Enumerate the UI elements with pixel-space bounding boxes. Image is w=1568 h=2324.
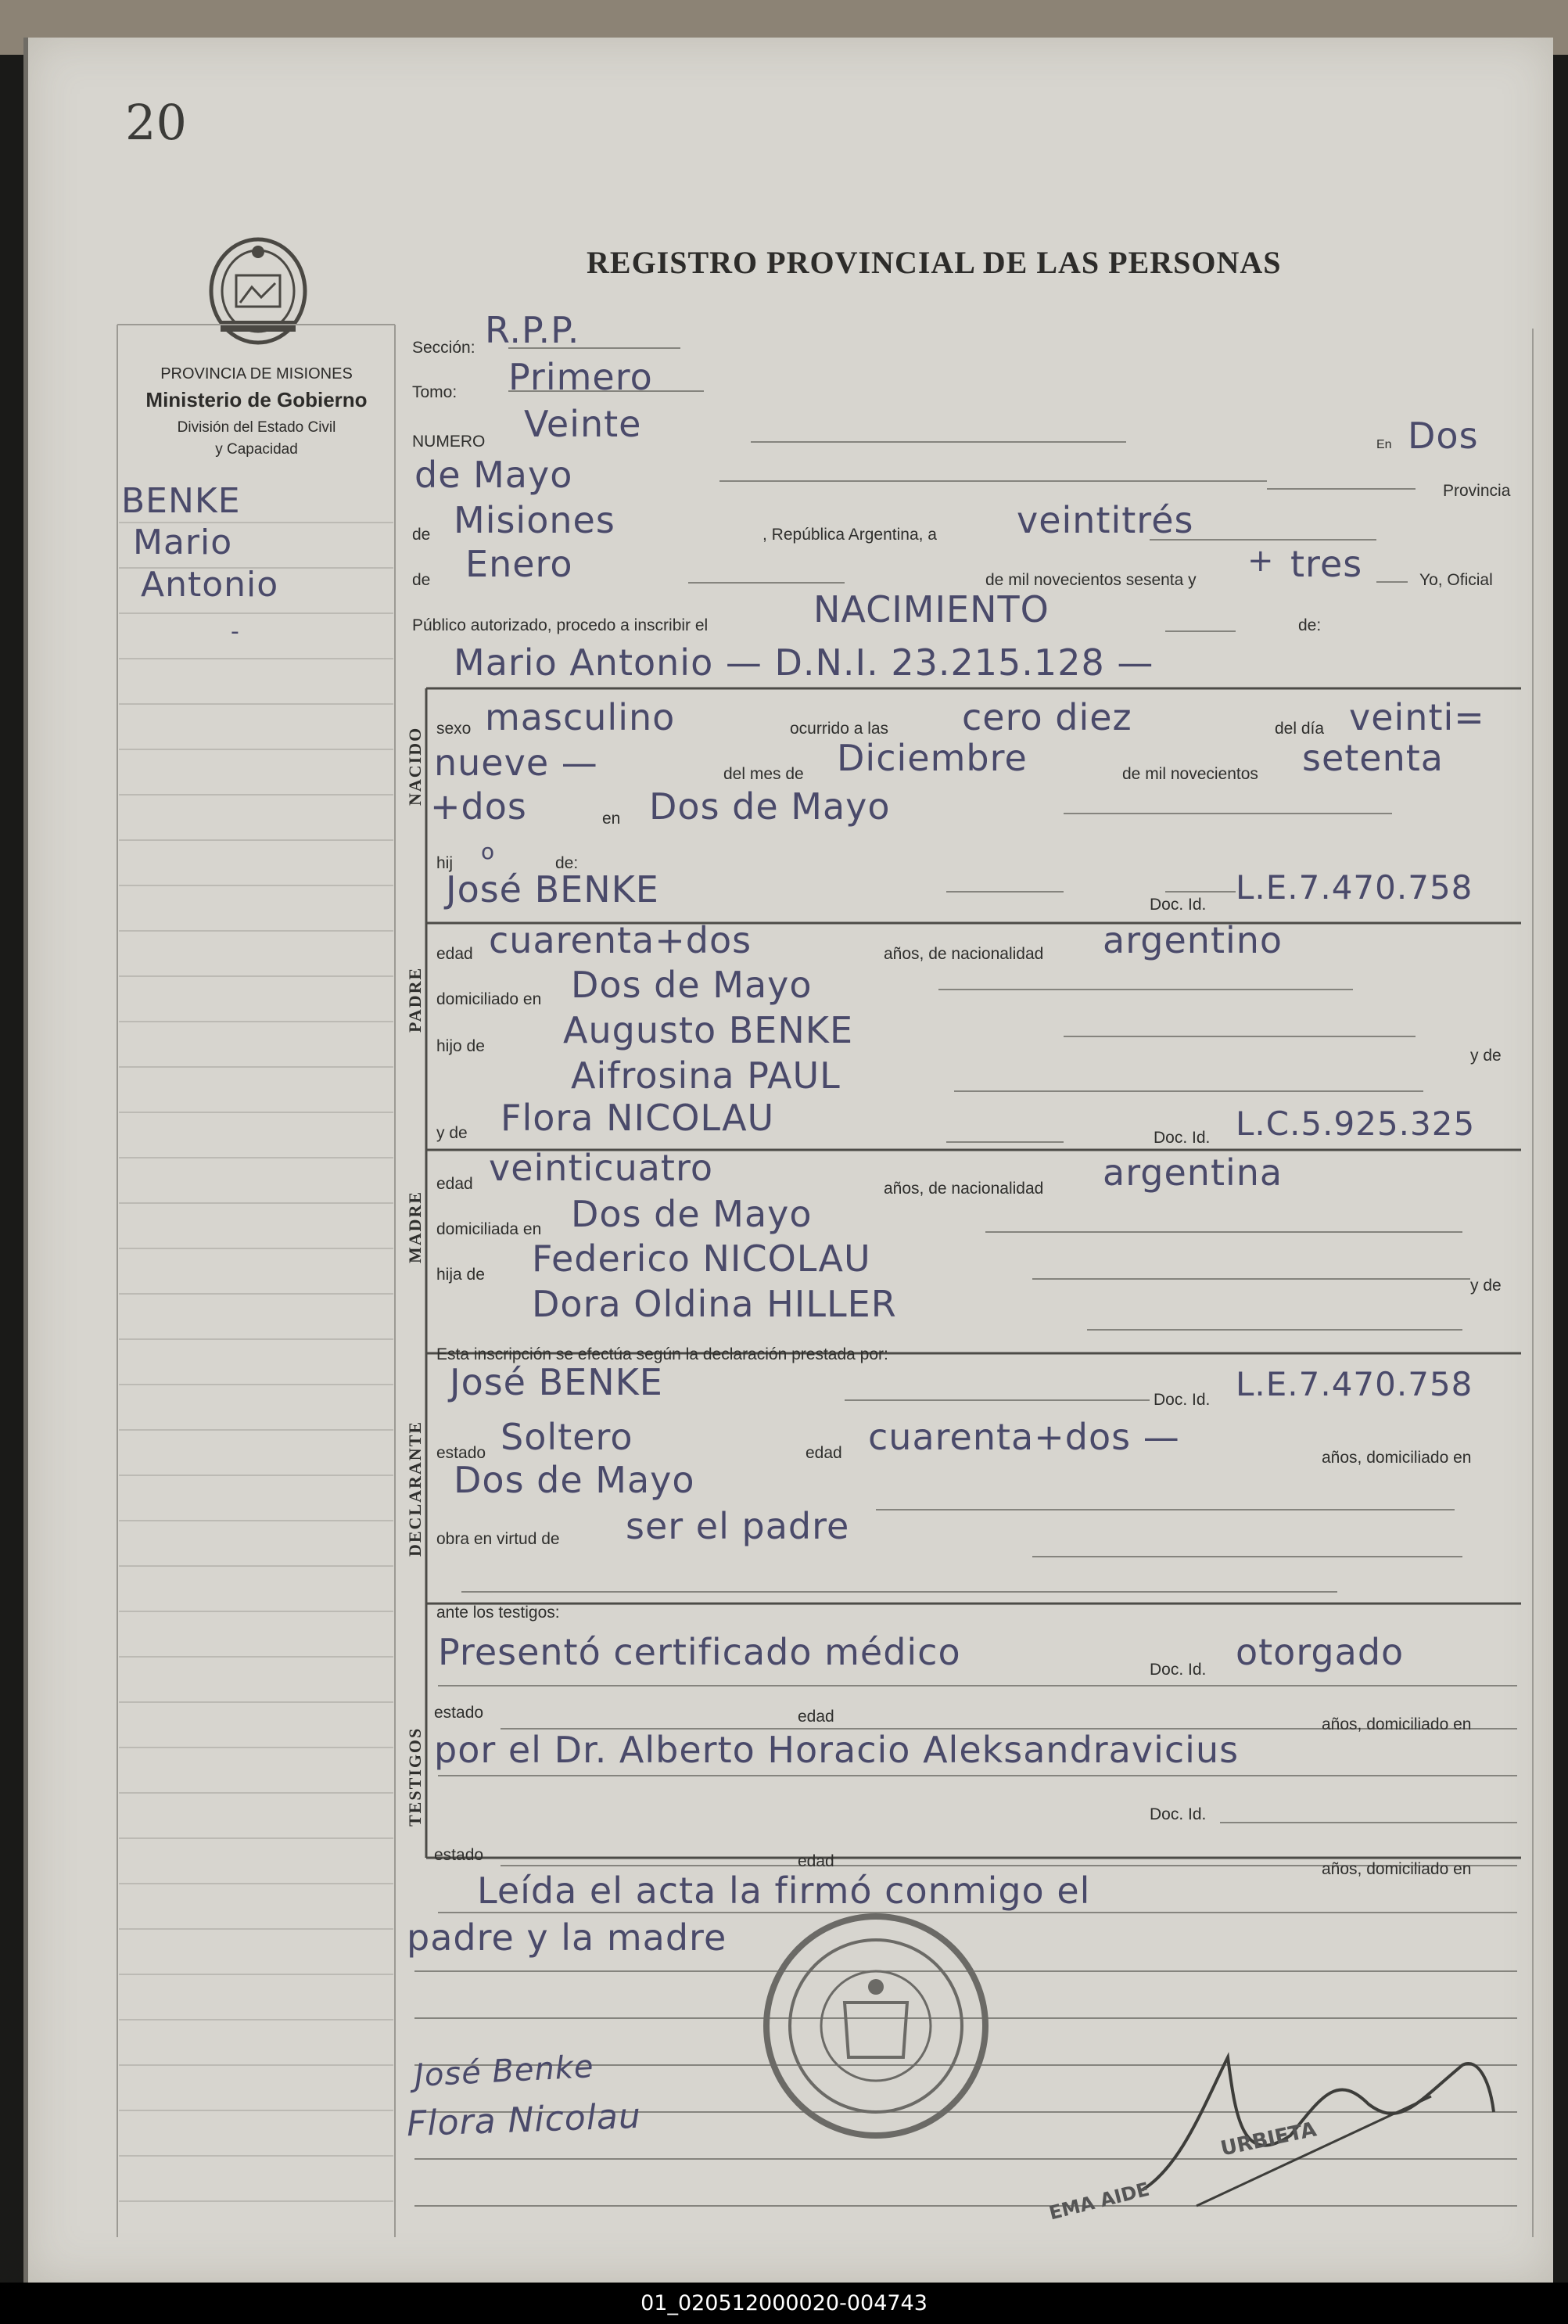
hw-padre-madre: Aifrosina PAUL [571,1054,841,1097]
label-en-2: en [602,810,621,828]
hw-sexo: masculino [485,696,676,738]
hw-madre-edad: veinticuatro [489,1147,713,1189]
label-de-mil: de mil novecientos sesenta y [985,571,1197,589]
official-stamp [759,1909,993,2143]
label-anos-dom-t1: años, domiciliado en [1322,1715,1472,1733]
division-name: División del Estado Civil [177,419,336,436]
hw-madre-padre: Federico NICOLAU [532,1237,871,1280]
label-domiciliada: domiciliada en [436,1220,542,1238]
hw-anio-nac-a: setenta [1302,737,1444,779]
hw-anio-nac-b: +dos [430,785,527,828]
label-de-mil-nov: de mil novecientos [1122,765,1258,783]
label-doc-id-decl: Doc. Id. [1154,1391,1211,1409]
signature-official [1134,2010,1509,2214]
label-yo-oficial: Yo, Oficial [1419,571,1493,589]
hw-numero: Veinte [524,403,642,445]
page-number: 20 [125,94,187,151]
label-inscripcion: Esta inscripción se efectúa según la declaración prestada por: [436,1345,888,1363]
hw-padre: José BENKE [446,868,659,911]
label-numero: NUMERO [412,433,486,451]
hw-declarante: José BENKE [450,1361,663,1403]
label-hijo-de: hijo de [436,1037,485,1055]
label-anos-dom: años, domiciliado en [1322,1449,1472,1467]
label-edad-padre: edad [436,945,473,963]
hw-seccion: R.P.P. [485,309,580,351]
province-name: PROVINCIA DE MISIONES [160,365,353,383]
label-obra: obra en virtud de [436,1530,560,1548]
label-ante-testigos: ante los testigos: [436,1604,560,1622]
label-tomo: Tomo: [412,383,457,401]
section-nacido: NACIDO [405,726,425,806]
hw-decl-edad: cuarenta+dos — [868,1416,1180,1458]
hw-dia-nac-a: veinti= [1349,696,1485,738]
ministry-name: Ministerio de Gobierno [145,388,368,411]
label-de-3: de: [555,854,579,872]
label-estado-t1: estado [434,1704,484,1722]
label-de: de [412,526,431,544]
hw-padre-edad: cuarenta+dos [489,919,752,961]
label-ocurrido: ocurrido a las [790,720,889,738]
margin-name-2: Antonio [141,565,279,605]
label-doc-id-t1: Doc. Id. [1150,1661,1207,1679]
label-edad-madre: edad [436,1175,473,1193]
document-title: REGISTRO PROVINCIAL DE LAS PERSONAS [587,245,1282,280]
signature-jose: José Benke [413,2049,595,2094]
section-padre: PADRE [405,966,425,1033]
label-hijo: hij [436,854,454,872]
label-rep-arg: , República Argentina, a [762,526,937,544]
margin-name-1: Mario [133,523,233,562]
hw-padre-nac: argentino [1103,919,1283,961]
margin-surname: BENKE [121,481,241,521]
hw-testigo-2: por el Dr. Alberto Horacio Aleksandravicius [434,1729,1240,1771]
hw-mes-nac: Diciembre [837,737,1028,779]
image-id-footer: 01_020512000020-004743 [0,2283,1568,2324]
label-en: En [1376,438,1392,451]
label-seccion: Sección: [412,339,475,357]
label-edad-t2: edad [798,1852,834,1870]
hw-hora: cero diez [962,696,1132,738]
hw-testigo-1a: Presentó certificado médico [438,1631,961,1673]
section-declarante: DECLARANTE [405,1420,425,1557]
hw-en-lugar: Dos [1408,415,1479,457]
hw-declarante-doc: L.E.7.470.758 [1236,1365,1473,1403]
margin-dash: - [231,618,240,645]
signature-flora: Flora Nicolau [406,2096,642,2145]
label-del-dia: del día [1275,720,1325,738]
label-estado-t2: estado [434,1846,484,1864]
label-doc-id-t2: Doc. Id. [1150,1805,1207,1823]
hw-lugar-nac: Dos de Mayo [649,785,891,828]
label-de-b: de [412,571,431,589]
hw-cierre-2: padre y la madre [407,1916,727,1959]
hw-anio-a: + [1247,543,1275,579]
hw-tomo: Primero [508,356,653,398]
stamp-urbieta: URBIETA [1218,2117,1319,2161]
hw-lugar-2: de Mayo [414,454,573,496]
hw-decl-estado: Soltero [501,1416,633,1458]
hw-mes: Enero [465,543,573,585]
hw-madre-doc: L.C.5.925.325 [1236,1105,1476,1143]
label-publico: Público autorizado, procedo a inscribir el [412,616,709,634]
label-doc-id-madre: Doc. Id. [1154,1129,1211,1147]
hw-nombre: Mario Antonio — D.N.I. 23.215.128 — [454,641,1154,684]
hw-padre-padre: Augusto BENKE [563,1009,854,1051]
label-del-mes: del mes de [723,765,804,783]
label-edad-t1: edad [798,1708,834,1726]
section-madre: MADRE [405,1190,425,1263]
hw-acto: NACIMIENTO [813,588,1050,630]
hw-dia-nac-b: nueve — [434,742,598,784]
hw-provincia: Misiones [454,499,615,541]
hw-madre-dom: Dos de Mayo [571,1193,813,1235]
hw-madre: Flora NICOLAU [501,1097,775,1139]
label-y-de-2: y de [436,1124,468,1142]
label-provincia: Provincia [1443,482,1511,500]
label-y-de: y de [1470,1047,1502,1065]
label-estado: estado [436,1444,486,1462]
label-anos-dom-t2: años, domiciliado en [1322,1860,1472,1878]
hw-padre-doc: L.E.7.470.758 [1236,868,1473,907]
section-testigos: TESTIGOS [405,1726,425,1827]
hw-madre-madre: Dora Oldina HILLER [532,1283,897,1325]
hw-decl-dom: Dos de Mayo [454,1459,695,1501]
hw-madre-nac: argentina [1103,1151,1283,1194]
hw-padre-dom: Dos de Mayo [571,964,813,1006]
hw-cierre-1: Leída el acta la firmó conmigo el [477,1870,1091,1912]
label-domiciliado: domiciliado en [436,990,542,1008]
label-anos-nac-padre: años, de nacionalidad [884,945,1044,963]
hw-hijo-suf: o [481,839,496,864]
label-de-2: de: [1298,616,1322,634]
label-sexo: sexo [436,720,472,738]
label-anos-nac-madre: años, de nacionalidad [884,1180,1044,1198]
hw-dia: veintitrés [1017,499,1194,541]
division-name-2: y Capacidad [215,441,298,458]
label-doc-id: Doc. Id. [1150,896,1207,914]
hw-testigo-1b: otorgado [1236,1631,1405,1673]
label-edad-decl: edad [806,1444,842,1462]
label-hija-de: hija de [436,1266,485,1284]
stamp-ema-aide: EMA AIDE [1046,2178,1152,2225]
hw-decl-obra: ser el padre [626,1505,850,1547]
hw-anio-b: tres [1290,543,1363,585]
label-y-de-3: y de [1470,1277,1502,1295]
